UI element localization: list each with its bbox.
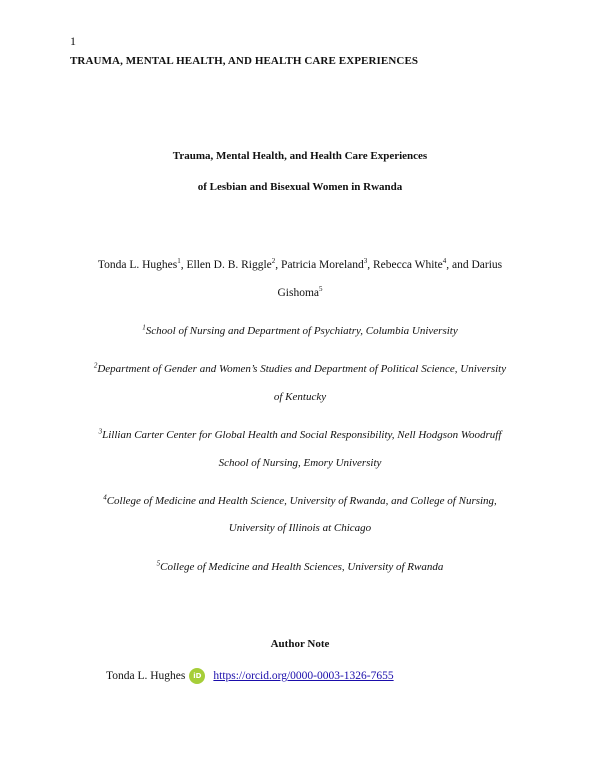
author-name: , Rebecca White (367, 259, 443, 271)
author-affiliation-marker: 1 (177, 257, 181, 266)
author-name: Gishoma (277, 287, 320, 299)
affiliation-1 (70, 325, 530, 337)
author-affiliation-marker: 3 (363, 257, 368, 266)
affiliation-marker: 4 (103, 493, 107, 502)
affiliation-text: Lillian Carter Center for Global Health and Social Responsibility, Nell Hodgson Woodruff (102, 429, 502, 441)
affiliation-5 (70, 561, 530, 573)
page-number: 1 (70, 34, 76, 48)
author-affiliation-marker: 2 (271, 257, 276, 266)
running-head: TRAUMA, MENTAL HEALTH, AND HEALTH CARE EXPERIENCES (70, 55, 419, 67)
author-note-name: Tonda L. Hughes (106, 670, 186, 682)
author-list (70, 259, 530, 271)
author-name: , and Darius (446, 259, 503, 271)
affiliation-marker: 1 (142, 323, 146, 332)
affiliation-marker: 5 (156, 559, 161, 568)
author-name: Tonda L. Hughes (97, 259, 178, 271)
author-note-heading: Author Note (270, 638, 330, 650)
affiliation-marker: 3 (98, 427, 103, 436)
affiliation-text: College of Medicine and Health Science, University of Rwanda, and College of Nursing, (106, 495, 497, 507)
author-affiliation-marker: 5 (319, 285, 323, 294)
affiliation-2 (70, 363, 530, 375)
affiliation-text: School of Nursing and Department of Psychiatry, Columbia University (145, 325, 458, 337)
affiliation-text: College of Medicine and Health Sciences, University of Rwanda (160, 561, 444, 573)
orcid-link[interactable]: https://orcid.org/0000-0003-1326-7655 (213, 670, 394, 682)
affiliation-3 (70, 429, 530, 441)
affiliation-4-continued: University of Illinois at Chicago (228, 522, 372, 534)
affiliation-4 (70, 495, 530, 507)
affiliation-marker: 2 (93, 361, 98, 370)
affiliation-text: Department of Gender and Women’s Studies and Department of Political Science, University (97, 363, 507, 375)
affiliation-2-continued: of Kentucky (273, 391, 327, 403)
author-note-line (106, 668, 394, 684)
author-affiliation-marker: 4 (442, 257, 447, 266)
affiliation-3-continued: School of Nursing, Emory University (218, 457, 382, 469)
author-list-continued (70, 287, 530, 299)
paper-title-line-1: Trauma, Mental Health, and Health Care Experiences (172, 150, 428, 162)
author-name: , Patricia Moreland (275, 259, 364, 271)
author-name: , Ellen D. B. Riggle (180, 259, 272, 271)
paper-title-line-2: of Lesbian and Bisexual Women in Rwanda (197, 181, 403, 193)
orcid-icon: iD (189, 668, 205, 684)
